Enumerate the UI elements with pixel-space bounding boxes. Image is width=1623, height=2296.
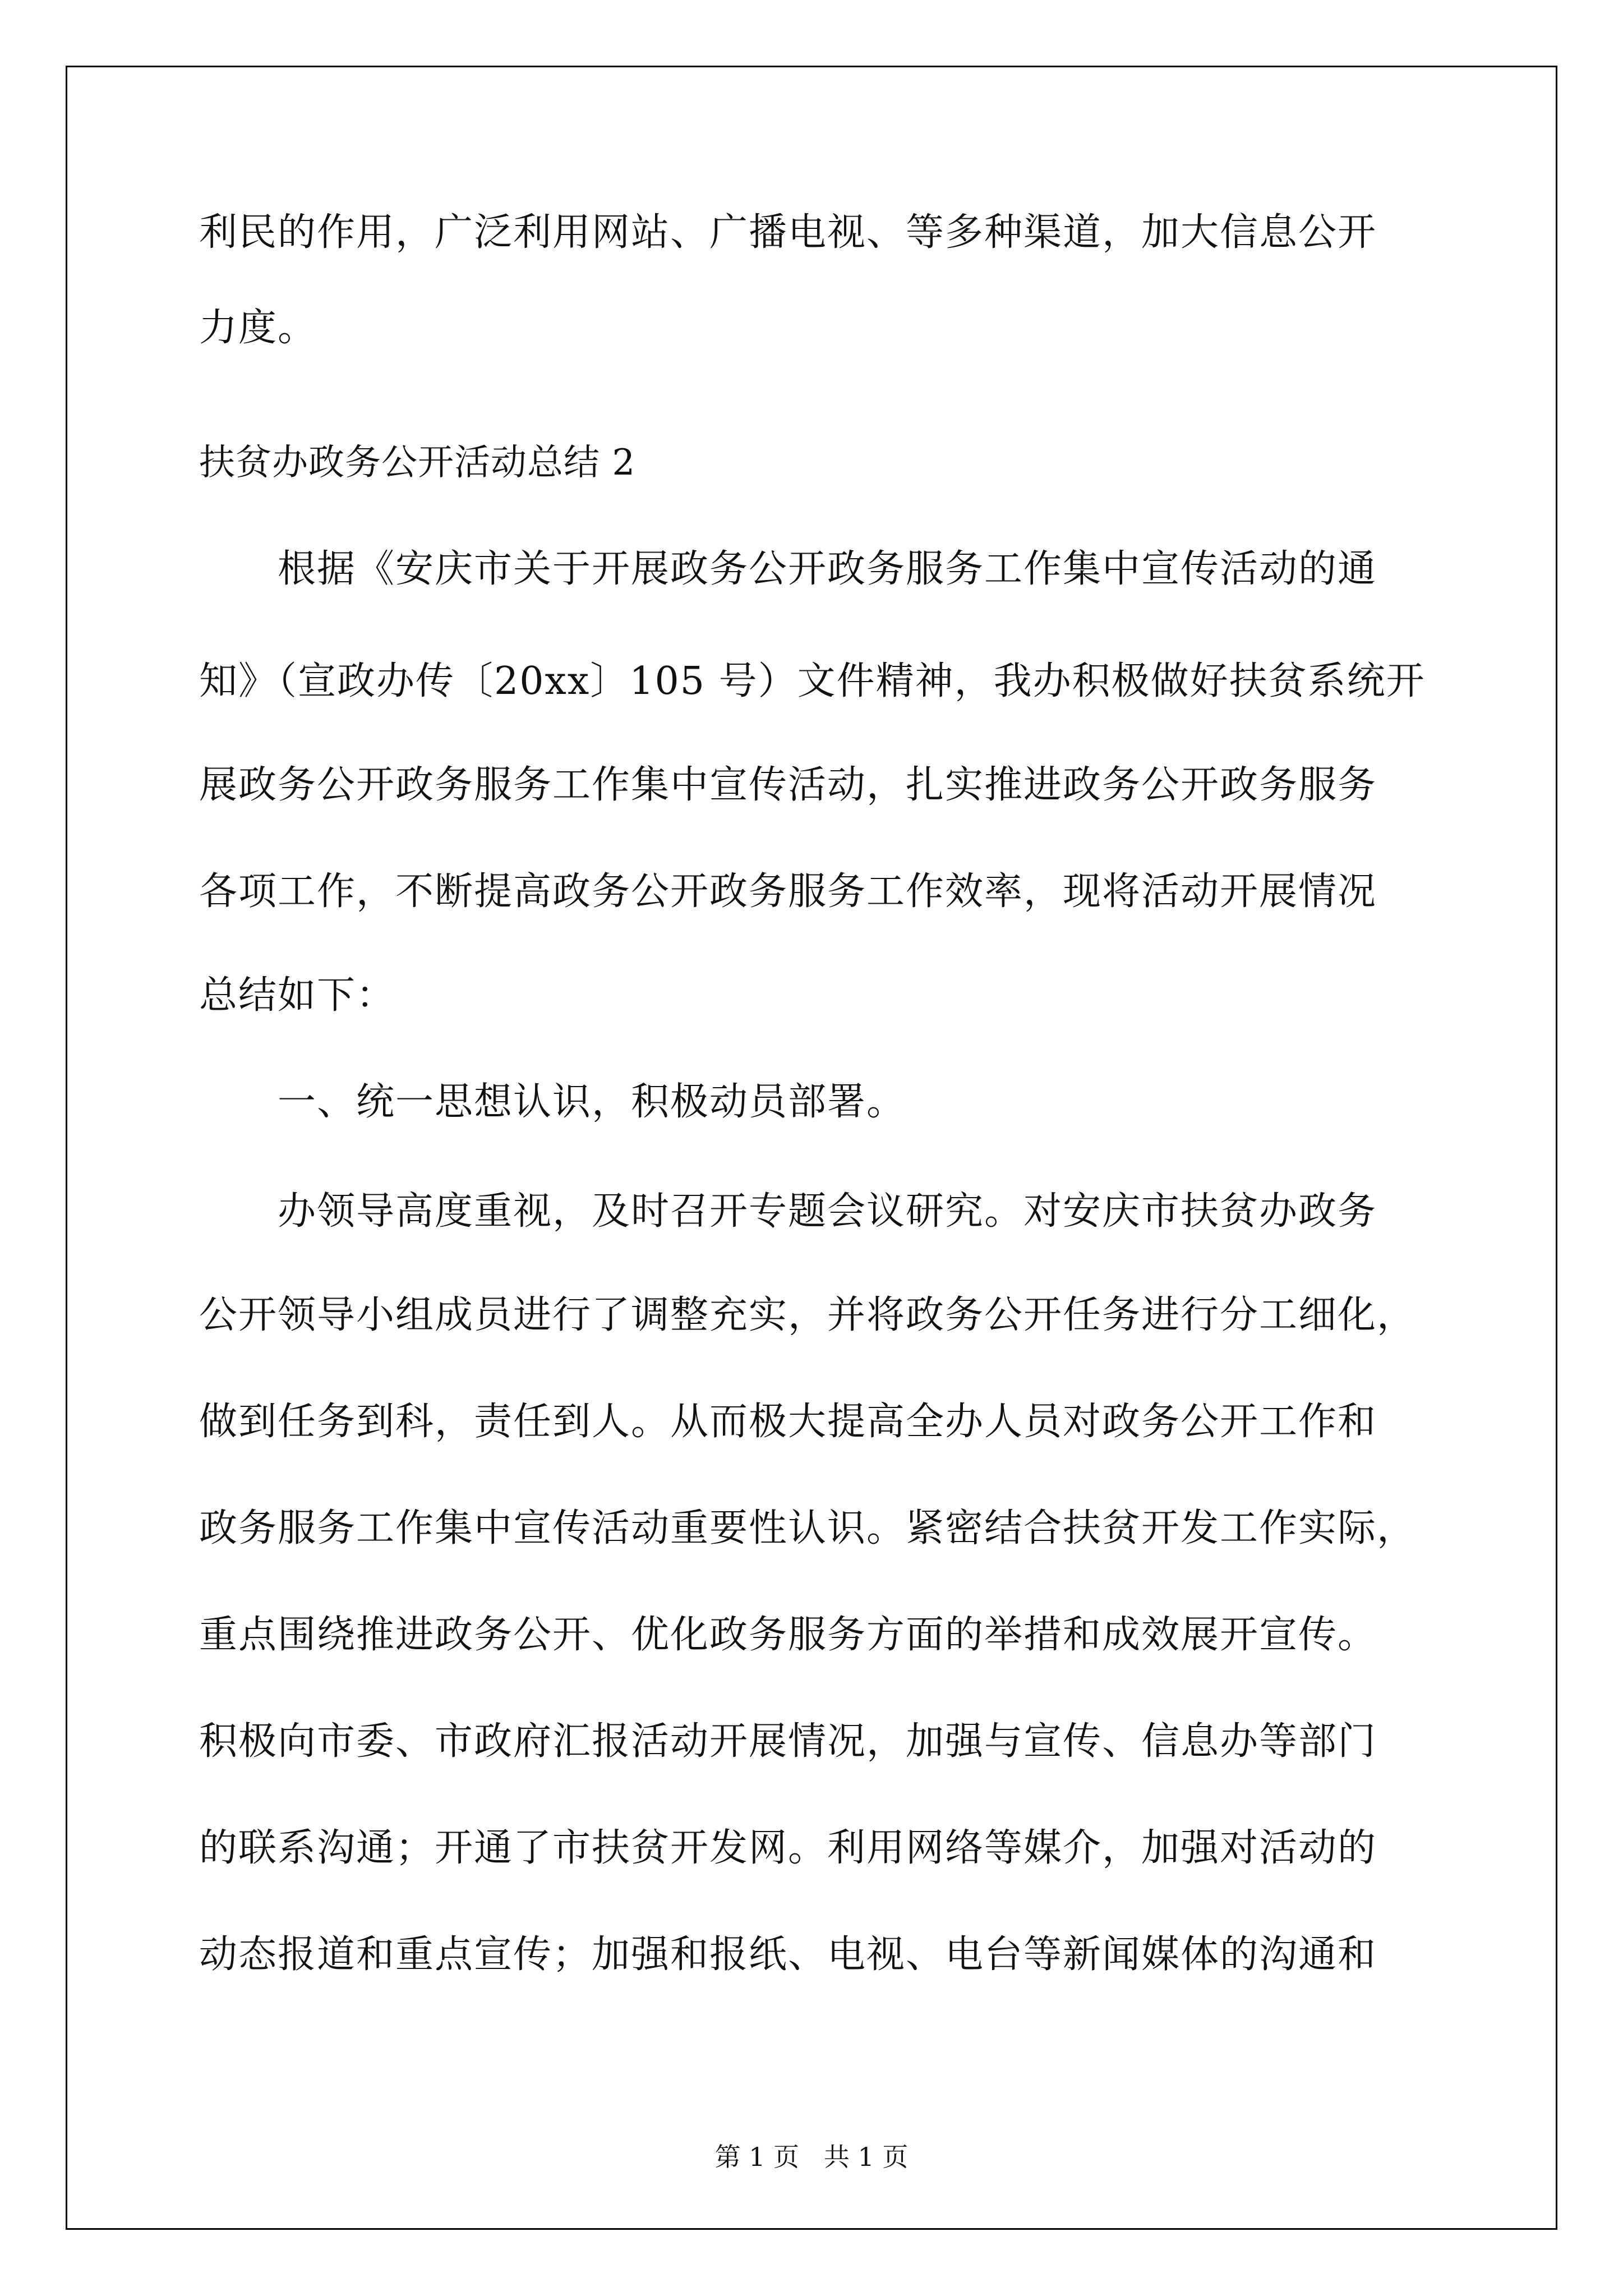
body-text-line: 各项工作，不断提高政务公开政务服务工作效率，现将活动开展情况 bbox=[199, 869, 1377, 914]
body-text-line: 根据《安庆市关于开展政务公开政务服务工作集中宣传活动的通 bbox=[278, 547, 1377, 591]
subheading: 一、统一思想认识，积极动员部署。 bbox=[278, 1080, 906, 1124]
body-text-line: 政务服务工作集中宣传活动重要性认识。紧密结合扶贫开发工作实际， bbox=[199, 1506, 1417, 1550]
page-border bbox=[66, 66, 1557, 2230]
body-text-line: 展政务公开政务服务工作集中宣传活动，扎实推进政务公开政务服务 bbox=[199, 763, 1377, 807]
body-text-line: 公开领导小组成员进行了调整充实，并将政务公开任务进行分工细化， bbox=[199, 1293, 1417, 1337]
body-text-line: 积极向市委、市政府汇报活动开展情况，加强与宣传、信息办等部门 bbox=[199, 1719, 1377, 1764]
body-text-line: 的联系沟通；开通了市扶贫开发网。利用网络等媒介，加强对活动的 bbox=[199, 1826, 1377, 1870]
body-text-line: 动态报道和重点宣传；加强和报纸、电视、电台等新闻媒体的沟通和 bbox=[199, 1932, 1377, 1977]
body-text-line: 做到任务到科，责任到人。从而极大提高全办人员对政务公开工作和 bbox=[199, 1400, 1377, 1444]
body-text-line: 知》（宣政办传〔20xx〕105 号）文件精神，我办积极做好扶贫系统开 bbox=[199, 659, 1426, 703]
body-text-line: 重点围绕推进政务公开、优化政务服务方面的举措和成效展开宣传。 bbox=[199, 1613, 1377, 1657]
body-text-line: 利民的作用，广泛利用网站、广播电视、等多种渠道，加大信息公开 bbox=[199, 210, 1377, 255]
body-text-line: 办领导高度重视，及时召开专题会议研究。对安庆市扶贫办政务 bbox=[278, 1189, 1377, 1234]
body-text-line: 总结如下： bbox=[199, 973, 396, 1018]
section-title: 扶贫办政务公开活动总结 2 bbox=[199, 442, 636, 484]
page-footer: 第 1 页 共 1 页 bbox=[714, 2142, 909, 2172]
body-text-line: 力度。 bbox=[199, 306, 317, 350]
